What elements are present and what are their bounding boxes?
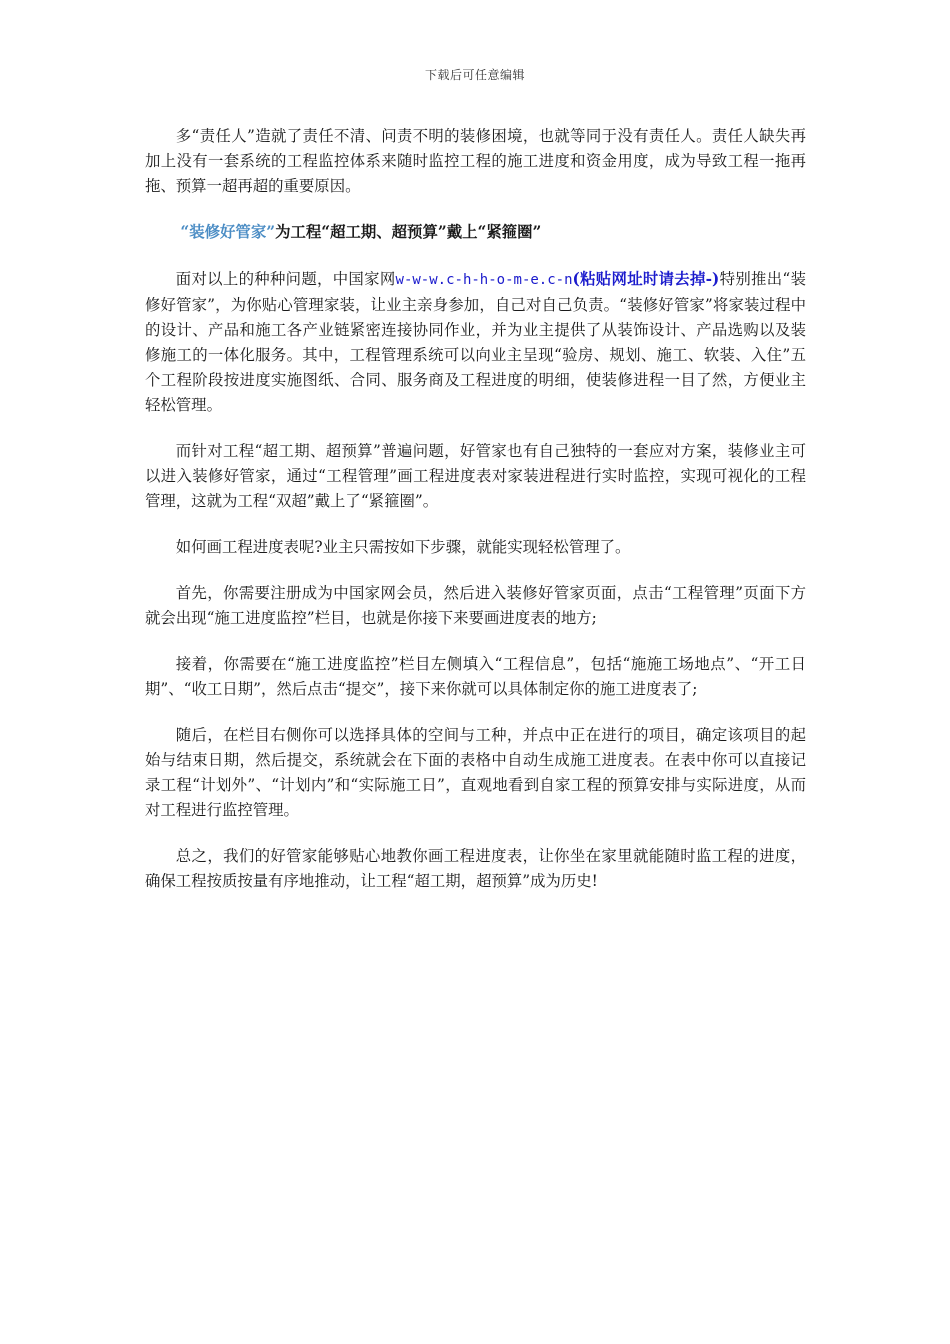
heading-rest: 为工程“超工期、超预算”戴上“紧箍圈” xyxy=(275,223,542,241)
paragraph-how-to: 如何画工程进度表呢?业主只需按如下步骤，就能实现轻松管理了。 xyxy=(175,538,631,556)
section-heading xyxy=(145,220,806,245)
website-link-note: (粘贴网址时请去掉-) xyxy=(572,270,720,288)
paragraph-solution: 而针对工程“超工期、超预算”普遍问题，好管家也有自己独特的一套应对方案，装修业主可以进入装修好管家，通过“工程管理”画工程进度表对家装进程进行实时监控，实现可视化的工程管理，这就为工程“双超”戴上了“紧箍圈”。 xyxy=(145,442,806,510)
paragraph-introduction-end: 特别推出“装修好管家”，为你贴心管理家装，让业主亲身参加，自己对自己负责。“装修好管家”将家装过程中的设计、产品和施工各产业链紧密连接协同作业，并为业主提供了从装饰设计、产品选购以及装修施工的一体化服务。其中，工程管理系统可以向业主呈现“验房、规划、施工、软装、入住”五个工程阶段按进度实施图纸、合同、服务商及工程进度的明细，使装修进程一目了然，方便业主轻松管理。 xyxy=(145,270,806,414)
paragraph-step-next: 接着，你需要在“施工进度监控”栏目左侧填入“工程信息”，包括“施施工场地点”、“开工日期”、“收工日期”，然后点击“提交”，接下来你就可以具体制定你的施工进度表了; xyxy=(145,655,806,698)
paragraph-introduction xyxy=(145,267,806,418)
paragraph-responsibility: 多“责任人”造就了责任不清、问责不明的装修困境，也就等同于没有责任人。责任人缺失再加上没有一套系统的工程监控体系来随时监控工程的施工进度和资金用度，成为导致工程一拖再拖、预算一超再超的重要原因。 xyxy=(145,127,806,195)
paragraph-introduction-start: 面对以上的种种问题，中国家网 xyxy=(175,270,396,288)
heading-accent: “装修好管家” xyxy=(180,223,276,241)
website-link[interactable]: w-w-w.c-h-h-o-m-e.c-n xyxy=(395,272,573,288)
paragraph-step-then: 随后，在栏目右侧你可以选择具体的空间与工种，并点中正在进行的项目，确定该项目的起始与结束日期，然后提交，系统就会在下面的表格中自动生成施工进度表。在表中你可以直接记录工程“计划外”、“计划内”和“实际施工日”，直观地看到自家工程的预算安排与实际进度，从而对工程进行监控管理。 xyxy=(145,726,806,819)
paragraph-conclusion: 总之，我们的好管家能够贴心地教你画工程进度表，让你坐在家里就能随时监工程的进度，确保工程按质按量有序地推动，让工程“超工期，超预算”成为历史! xyxy=(145,847,806,890)
document-body xyxy=(145,124,806,915)
paragraph-step-first: 首先，你需要注册成为中国家网会员，然后进入装修好管家页面，点击“工程管理”页面下方就会出现“施工进度监控”栏目，也就是你接下来要画进度表的地方; xyxy=(145,584,806,627)
page-header: 下载后可任意编辑 xyxy=(424,68,525,82)
